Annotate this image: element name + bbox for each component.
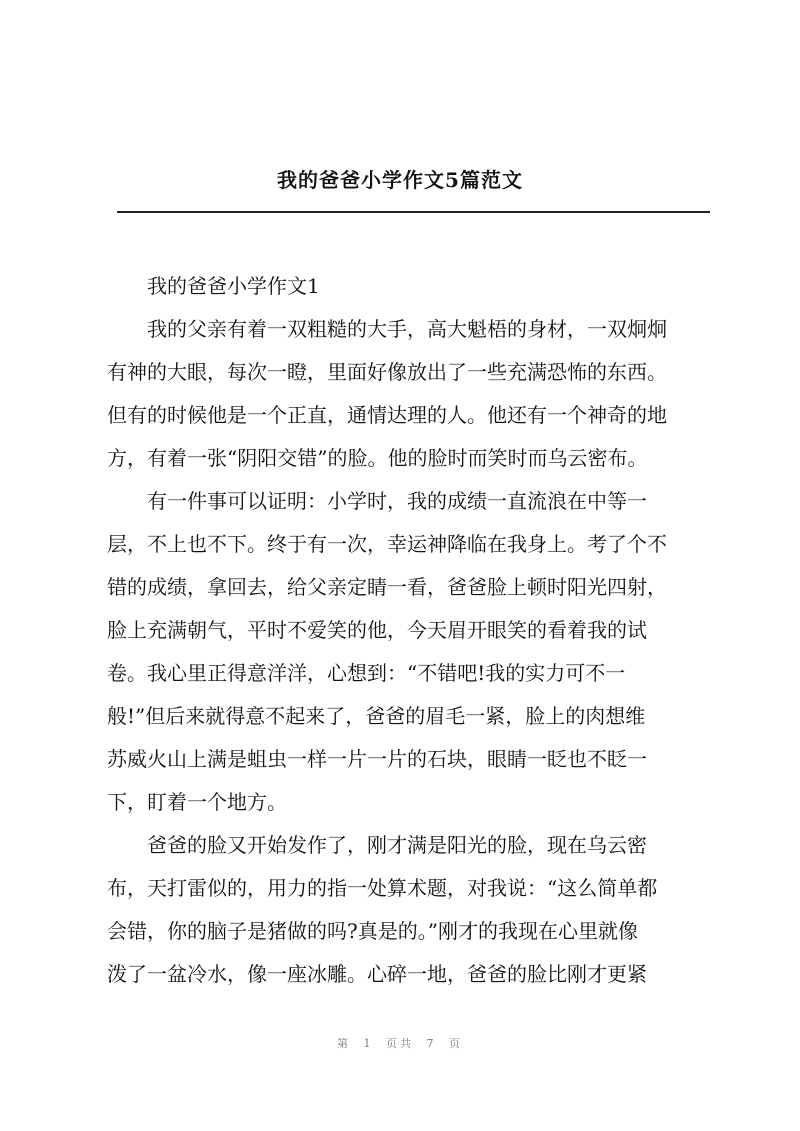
text-line: 爸爸的脸又开始发作了，刚才满是阳光的脸，现在乌云密 xyxy=(147,833,647,857)
document-title: 我的爸爸小学作文5篇范文 xyxy=(277,168,523,192)
page-number: 第 1 页共 7 页 xyxy=(337,1037,463,1050)
text-line: 我的父亲有着一双粗糙的大手，高大魁梧的身材，一双炯炯 xyxy=(147,317,667,341)
text-line: 层，不上也不下。终于有一次，幸运神降临在我身上。考了个不 xyxy=(107,532,667,556)
text-line: 有一件事可以证明：小学时，我的成绩一直流浪在中等一 xyxy=(147,489,647,513)
text-line: 般!”但后来就得意不起来了，爸爸的眉毛一紧，脸上的肉想维 xyxy=(107,704,646,728)
text-line: 会错，你的脑子是猪做的吗?真是的。”刚才的我现在心里就像 xyxy=(107,919,638,943)
section-heading: 我的爸爸小学作文1 xyxy=(147,274,320,298)
text-line: 苏威火山上满是蛆虫一样一片一片的石块，眼睛一眨也不眨一 xyxy=(107,747,647,771)
text-line: 方，有着一张“阴阳交错”的脸。他的脸时而笑时而乌云密布。 xyxy=(107,446,648,470)
text-line: 但有的时候他是一个正直，通情达理的人。他还有一个神奇的地 xyxy=(107,403,667,427)
title-divider xyxy=(117,211,710,213)
text-line: 泼了一盆冷水，像一座冰雕。心碎一地，爸爸的脸比刚才更紧 xyxy=(107,962,647,986)
text-line: 错的成绩，拿回去，给父亲定睛一看，爸爸脸上顿时阳光四射， xyxy=(107,575,667,599)
document-body xyxy=(107,265,711,996)
text-line: 卷。我心里正得意洋洋，心想到：“不错吧!我的实力可不一 xyxy=(107,661,626,685)
text-line: 布，天打雷似的，用力的指一处算术题，对我说：“这么简单都 xyxy=(107,876,658,900)
text-line: 脸上充满朝气，平时不爱笑的他，今天眉开眼笑的看着我的试 xyxy=(107,618,647,642)
text-line: 下，盯着一个地方。 xyxy=(107,790,287,814)
text-line: 有神的大眼，每次一瞪，里面好像放出了一些充满恐怖的东西。 xyxy=(107,360,667,384)
